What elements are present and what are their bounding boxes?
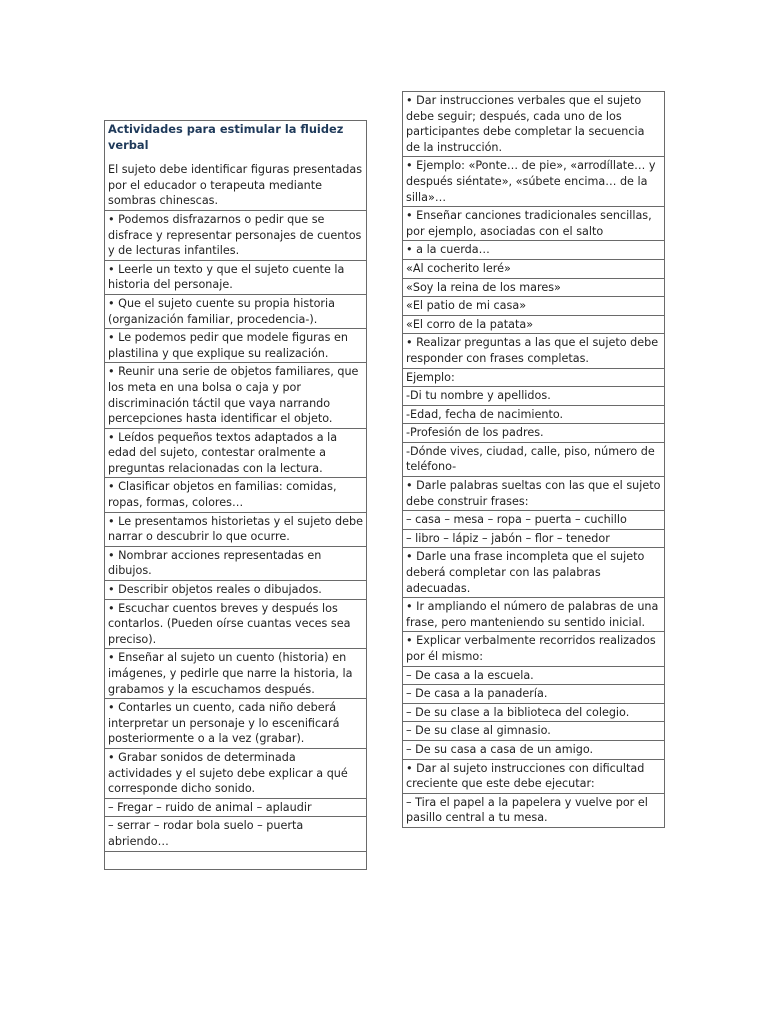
table-cell: • a la cuerda…: [403, 241, 665, 260]
table-cell: «Soy la reina de los mares»: [403, 278, 665, 297]
table-row: [403, 297, 665, 316]
table-cell: -Edad, fecha de nacimiento.: [403, 405, 665, 424]
table-cell-header: [105, 121, 367, 211]
table-row: [105, 817, 367, 851]
table-row: [105, 329, 367, 363]
table-cell: • Podemos disfrazarnos o pedir que se disfrace y representar personajes de cuentos y de lecturas infantiles.: [105, 210, 367, 260]
table-cell: – De su clase a la biblioteca del colegio.: [403, 703, 665, 722]
table-row: [403, 632, 665, 666]
table-row: [105, 210, 367, 260]
table-cell: – De casa a la escuela.: [403, 666, 665, 685]
table-row: [105, 294, 367, 328]
intro-paragraph: El sujeto debe identificar figuras presentadas por el educador o terapeuta mediante sombras chinescas.: [108, 163, 363, 208]
table-row: [403, 511, 665, 530]
table-cell: • Dar instrucciones verbales que el sujeto debe seguir; después, cada uno de los participantes debe completar la secuencia de la instrucción.: [403, 92, 665, 157]
table-row: [403, 598, 665, 632]
table-row: [403, 368, 665, 387]
table-cell: Ejemplo:: [403, 368, 665, 387]
table-row: [403, 241, 665, 260]
right-activities-table: [402, 91, 665, 828]
table-cell: [105, 851, 367, 869]
table-row: [403, 477, 665, 511]
table-cell: • Darle una frase incompleta que el sujeto deberá completar con las palabras adecuadas.: [403, 548, 665, 598]
table-row: [105, 363, 367, 428]
table-row: [403, 315, 665, 334]
table-cell: • Leídos pequeños textos adaptados a la edad del sujeto, contestar oralmente a preguntas relacionadas con la lectura.: [105, 428, 367, 478]
table-cell: • Reunir una serie de objetos familiares, que los meta en una bolsa o caja y por discriminación táctil que vaya narrando percepciones hasta identificar el objeto.: [105, 363, 367, 428]
table-cell: • Realizar preguntas a las que el sujeto debe responder con frases completas.: [403, 334, 665, 368]
table-row: [105, 798, 367, 817]
table-cell: «Al cocherito leré»: [403, 259, 665, 278]
table-row: [105, 428, 367, 478]
table-row: [403, 740, 665, 759]
table-cell: • Contarles un cuento, cada niño deberá interpretar un personaje y lo escenificará posteriormente o a la vez (grabar).: [105, 699, 367, 749]
table-row: [403, 793, 665, 827]
table-row: [403, 387, 665, 406]
table-row: [403, 685, 665, 704]
table-cell: – De su casa a casa de un amigo.: [403, 740, 665, 759]
table-row: [403, 278, 665, 297]
table-cell: – serrar – rodar bola suelo – puerta abriendo…: [105, 817, 367, 851]
table-cell: • Enseñar al sujeto un cuento (historia) en imágenes, y pedirle que narre la historia, la grabamos y la escuchamos después.: [105, 649, 367, 699]
table-row: [105, 581, 367, 600]
table-cell: • Darle palabras sueltas con las que el sujeto debe construir frases:: [403, 477, 665, 511]
table-row: [105, 699, 367, 749]
table-cell: • Explicar verbalmente recorridos realizados por él mismo:: [403, 632, 665, 666]
table-cell: • Describir objetos reales o dibujados.: [105, 581, 367, 600]
table-cell: «El patio de mi casa»: [403, 297, 665, 316]
table-cell: – libro – lápiz – jabón – flor – tenedor: [403, 529, 665, 548]
table-cell: • Ir ampliando el número de palabras de una frase, pero manteniendo su sentido inicial.: [403, 598, 665, 632]
table-cell: • Le presentamos historietas y el sujeto debe narrar o descubrir lo que ocurre.: [105, 512, 367, 546]
table-cell: – De casa a la panadería.: [403, 685, 665, 704]
table-cell: • Enseñar canciones tradicionales sencillas, por ejemplo, asociadas con el salto: [403, 207, 665, 241]
table-cell: • Dar al sujeto instrucciones con dificultad creciente que este debe ejecutar:: [403, 759, 665, 793]
table-row: [403, 259, 665, 278]
table-cell: – De su clase al gimnasio.: [403, 722, 665, 741]
table-row: [105, 512, 367, 546]
table-cell: – Fregar – ruido de animal – aplaudir: [105, 798, 367, 817]
table-row: [403, 703, 665, 722]
table-cell: • Escuchar cuentos breves y después los contarlos. (Pueden oírse cuantas veces sea preciso).: [105, 599, 367, 649]
table-row: [105, 851, 367, 869]
table-cell: -Di tu nombre y apellidos.: [403, 387, 665, 406]
table-row: [105, 599, 367, 649]
table-row: [403, 424, 665, 443]
table-row: [105, 260, 367, 294]
table-row: [105, 121, 367, 211]
table-row: [105, 748, 367, 798]
left-activities-table: [104, 120, 367, 870]
table-row: [403, 207, 665, 241]
table-cell: • Que el sujeto cuente su propia historia (organización familiar, procedencia-).: [105, 294, 367, 328]
table-cell: • Nombrar acciones representadas en dibujos.: [105, 546, 367, 580]
table-row: [403, 548, 665, 598]
table-cell: • Clasificar objetos en familias: comidas, ropas, formas, colores…: [105, 478, 367, 512]
table-cell: • Grabar sonidos de determinada actividades y el sujeto debe explicar a qué corresponde dicho sonido.: [105, 748, 367, 798]
table-row: [403, 666, 665, 685]
table-cell: – casa – mesa – ropa – puerta – cuchillo: [403, 511, 665, 530]
table-cell: • Le podemos pedir que modele figuras en plastilina y que explique su realización.: [105, 329, 367, 363]
table-row: [403, 529, 665, 548]
table-row: [403, 405, 665, 424]
table-cell: -Profesión de los padres.: [403, 424, 665, 443]
table-cell: – Tira el papel a la papelera y vuelve por el pasillo central a tu mesa.: [403, 793, 665, 827]
table-row: [403, 442, 665, 476]
table-cell: -Dónde vives, ciudad, calle, piso, número de teléfono-: [403, 442, 665, 476]
table-row: [403, 759, 665, 793]
table-row: [105, 649, 367, 699]
table-cell: • Leerle un texto y que el sujeto cuente la historia del personaje.: [105, 260, 367, 294]
table-cell: «El corro de la patata»: [403, 315, 665, 334]
table-row: [403, 157, 665, 207]
table-cell: • Ejemplo: «Ponte… de pie», «arrodíllate… y después siéntate», «súbete encima… de la silla»…: [403, 157, 665, 207]
table-row: [105, 478, 367, 512]
table-row: [403, 92, 665, 157]
table-row: [403, 334, 665, 368]
table-row: [403, 722, 665, 741]
section-title: Actividades para estimular la fluidez verbal: [108, 122, 344, 152]
table-row: [105, 546, 367, 580]
